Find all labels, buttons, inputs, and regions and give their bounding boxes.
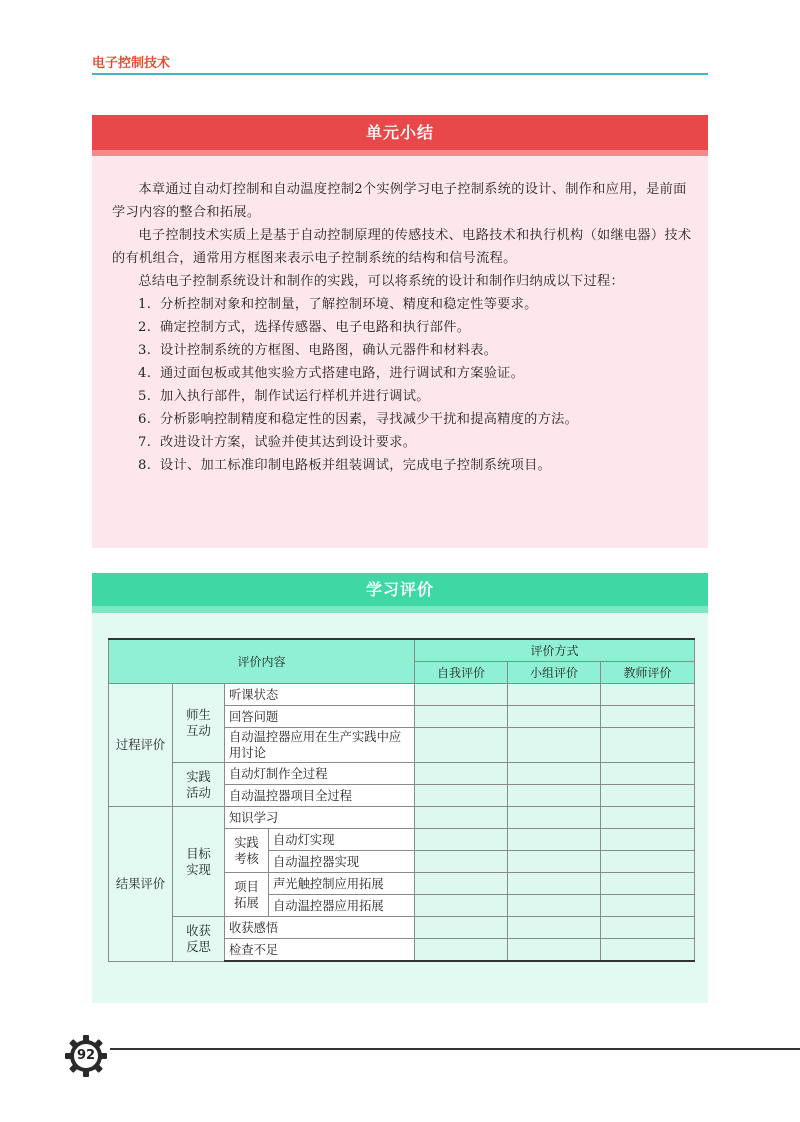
result-eval-label: 结果评价: [109, 807, 173, 962]
eval-cell[interactable]: [415, 807, 508, 829]
eval-cell[interactable]: [601, 873, 695, 895]
page-number: 92: [76, 1048, 96, 1063]
eval-cell[interactable]: [508, 829, 601, 851]
content-header: 评价内容: [109, 639, 415, 684]
summary-paragraph: 本章通过自动灯控制和自动温度控制2个实例学习电子控制系统的设计、制作和应用，是前面学习内容的整合和拓展。: [112, 182, 687, 220]
process-step: 3. 设计控制系统的方框图、电路图，确认元器件和材料表。: [138, 343, 498, 358]
table-item: 回答问题: [225, 706, 415, 728]
goal-realization-label: 目标 实现: [173, 807, 225, 917]
eval-cell[interactable]: [508, 763, 601, 785]
process-step: 4. 通过面包板或其他实验方式搭建电路，进行调试和方案验证。: [138, 366, 525, 381]
table-item: 知识学习: [225, 807, 415, 829]
eval-cell[interactable]: [601, 728, 695, 763]
eval-cell[interactable]: [415, 873, 508, 895]
evaluation-title: 学习评价: [92, 573, 708, 606]
eval-cell[interactable]: [508, 873, 601, 895]
eval-cell[interactable]: [601, 785, 695, 807]
eval-cell[interactable]: [508, 807, 601, 829]
eval-cell[interactable]: [415, 895, 508, 917]
process-step: 2. 确定控制方式，选择传感器、电子电路和执行部件。: [138, 320, 471, 335]
eval-cell[interactable]: [508, 706, 601, 728]
eval-cell[interactable]: [415, 763, 508, 785]
eval-cell[interactable]: [415, 917, 508, 939]
teacher-student-label: 师生 互动: [173, 684, 225, 763]
harvest-reflection-label: 收获 反思: [173, 917, 225, 962]
eval-cell[interactable]: [601, 851, 695, 873]
self-eval-header: 自我评价: [415, 662, 508, 684]
table-item: 自动灯实现: [269, 829, 415, 851]
eval-cell[interactable]: [415, 785, 508, 807]
eval-cell[interactable]: [508, 785, 601, 807]
table-item: 自动温控器实现: [269, 851, 415, 873]
eval-cell[interactable]: [415, 939, 508, 962]
evaluation-stripe: [92, 606, 708, 613]
method-header: 评价方式: [415, 639, 695, 662]
eval-cell[interactable]: [601, 917, 695, 939]
table-item: 自动温控器应用拓展: [269, 895, 415, 917]
eval-cell[interactable]: [508, 917, 601, 939]
table-item: 自动温控器项目全过程: [225, 785, 415, 807]
eval-cell[interactable]: [601, 829, 695, 851]
practice-activity-label: 实践 活动: [173, 763, 225, 807]
teacher-eval-header: 教师评价: [601, 662, 695, 684]
summary-title: 单元小结: [92, 115, 708, 150]
group-eval-header: 小组评价: [508, 662, 601, 684]
process-step: 8. 设计、加工标准印制电路板并组装调试，完成电子控制系统项目。: [138, 458, 552, 473]
summary-paragraph: 电子控制技术实质上是基于自动控制原理的传感技术、电路技术和执行机构（如继电器）技术的有机组合，通常用方框图来表示电子控制系统的结构和信号流程。: [112, 228, 692, 266]
table-item: 自动温控器应用在生产实践中应用讨论: [225, 728, 415, 763]
table-item: 听课状态: [225, 684, 415, 706]
table-item: 声光触控制应用拓展: [269, 873, 415, 895]
practice-assessment-label: 实践 考核: [225, 829, 269, 873]
table-item: 检查不足: [225, 939, 415, 962]
eval-cell[interactable]: [508, 939, 601, 962]
process-steps: [112, 293, 692, 477]
table-item: 收获感悟: [225, 917, 415, 939]
project-extension-label: 项目 拓展: [225, 873, 269, 917]
eval-cell[interactable]: [415, 851, 508, 873]
eval-cell[interactable]: [508, 895, 601, 917]
process-step: 5. 加入执行部件，制作试运行样机并进行调试。: [138, 389, 430, 404]
eval-cell[interactable]: [601, 939, 695, 962]
summary-paragraph: 总结电子控制系统设计和制作的实践，可以将系统的设计和制作归纳成以下过程：: [138, 274, 624, 289]
process-eval-label: 过程评价: [109, 684, 173, 807]
process-step: 1. 分析控制对象和控制量，了解控制环境、精度和稳定性等要求。: [138, 297, 538, 312]
header-divider: [92, 73, 708, 75]
eval-cell[interactable]: [601, 706, 695, 728]
header-title: 电子控制技术: [92, 56, 171, 71]
eval-cell[interactable]: [415, 706, 508, 728]
eval-cell[interactable]: [415, 684, 508, 706]
eval-cell[interactable]: [601, 895, 695, 917]
eval-cell[interactable]: [415, 728, 508, 763]
summary-content: [112, 178, 692, 477]
footer-divider: [110, 1048, 800, 1050]
eval-cell[interactable]: [415, 829, 508, 851]
eval-cell[interactable]: [508, 728, 601, 763]
evaluation-table: [108, 638, 695, 962]
eval-cell[interactable]: [601, 763, 695, 785]
eval-cell[interactable]: [508, 851, 601, 873]
process-step: 6. 分析影响控制精度和稳定性的因素，寻找减少干扰和提高精度的方法。: [138, 412, 579, 427]
eval-cell[interactable]: [508, 684, 601, 706]
process-step: 7. 改进设计方案，试验并使其达到设计要求。: [138, 435, 417, 450]
eval-cell[interactable]: [601, 684, 695, 706]
eval-cell[interactable]: [601, 807, 695, 829]
table-item: 自动灯制作全过程: [225, 763, 415, 785]
